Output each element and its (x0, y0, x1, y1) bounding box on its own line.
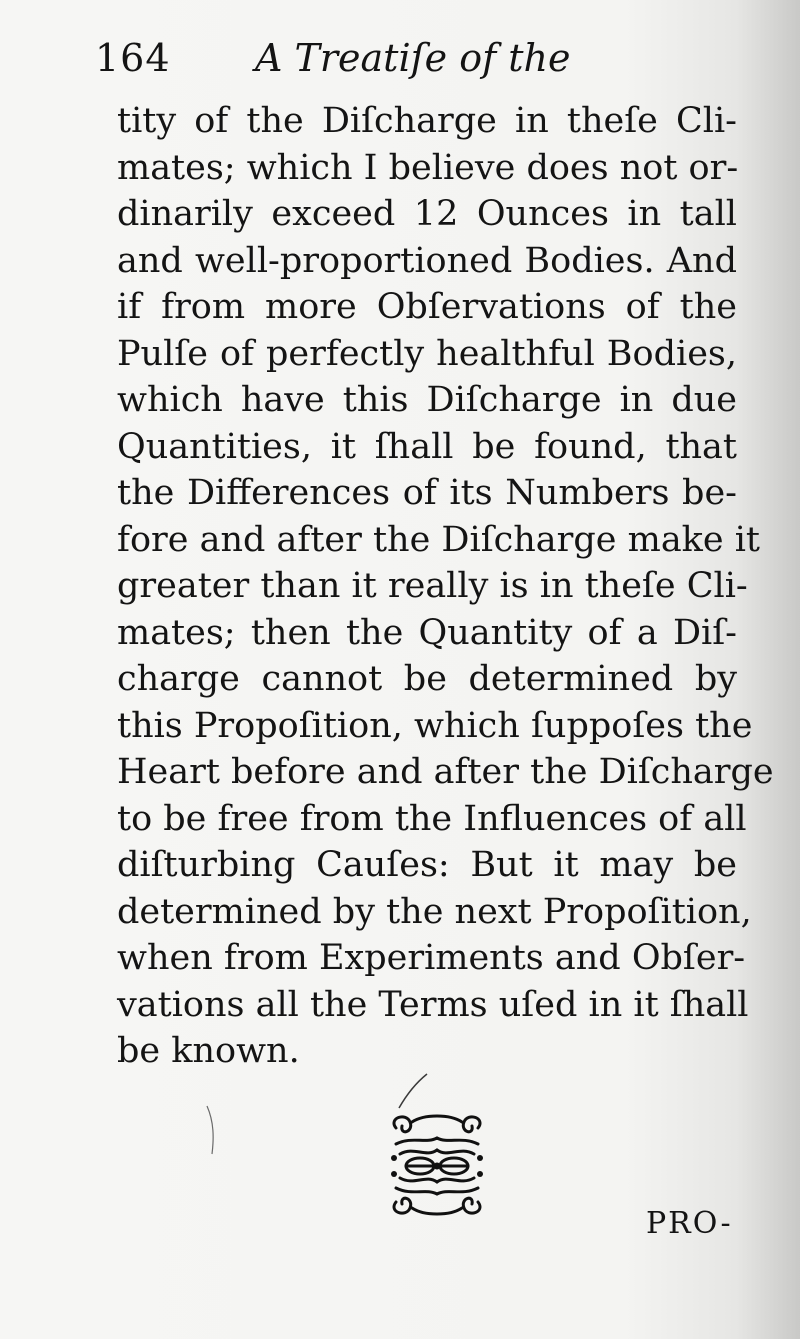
text-line: charge cannot be determined by (117, 659, 737, 699)
text-line: diſturbing Cauſes: But it may be (117, 845, 737, 885)
text-line: determined by the next Propoſition, (117, 891, 752, 932)
text-line: mates; then the Quantity of a Diſ- (117, 612, 737, 653)
catchword: PRO- (646, 1206, 733, 1241)
text-line: if from more Obſervations of the (117, 287, 737, 327)
text-line: dinarily exceed 12 Ounces in tall (117, 194, 737, 234)
stray-pen-mark (395, 1072, 435, 1112)
text-line: mates; which I believe does not or- (117, 147, 739, 188)
text-line: the Differences of its Numbers be- (117, 473, 737, 513)
text-line: greater than it really is in theſe Cli- (117, 566, 748, 606)
text-line: Quantities, it ſhall be found, that (117, 426, 737, 467)
text-line: and well-proportioned Bodies. And (117, 240, 737, 281)
text-line: Pulſe of perfectly healthful Bodies, (117, 333, 737, 374)
printers-ornament-icon (382, 1108, 492, 1218)
stray-pen-mark (204, 1104, 218, 1156)
text-line: tity of the Diſcharge in theſe Cli- (117, 101, 737, 141)
running-title: A Treatiſe of the (255, 36, 571, 80)
text-line: to be free from the Influences of all (117, 798, 747, 839)
text-line: Heart before and after the Diſcharge (117, 752, 774, 792)
text-line: which have this Diſcharge in due (117, 380, 737, 420)
text-line: vations all the Terms uſed in it ſhall (117, 984, 749, 1025)
page-header (95, 36, 715, 80)
body-text (117, 98, 774, 1075)
text-line: when from Experiments and Obſer- (117, 938, 746, 978)
text-line: this Propoſition, which ſuppoſes the (117, 705, 753, 746)
text-line: fore and after the Diſcharge make it (117, 519, 760, 560)
page-number: 164 (95, 36, 171, 80)
text-line: be known. (117, 1031, 300, 1071)
